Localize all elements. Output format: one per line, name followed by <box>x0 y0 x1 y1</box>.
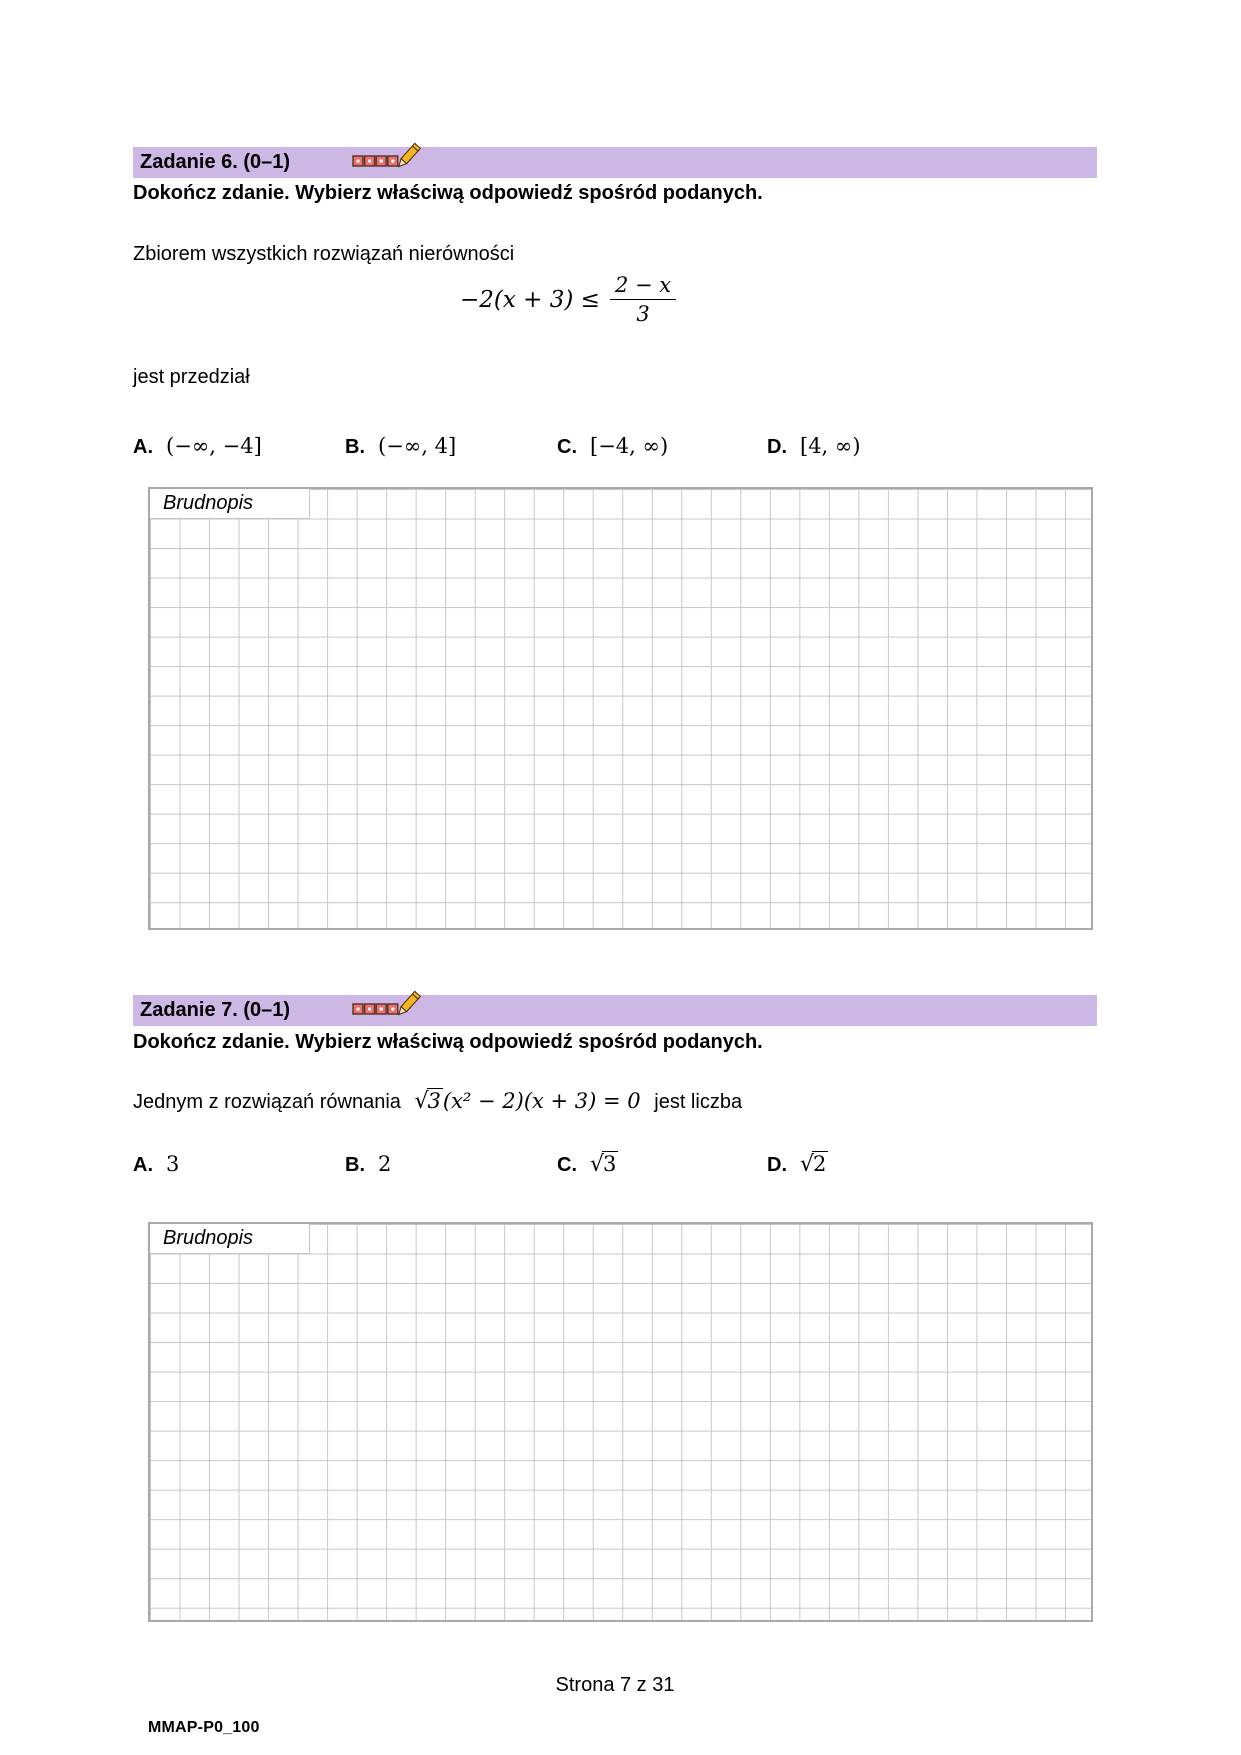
option-letter: D. <box>767 436 787 458</box>
task6-inequality <box>460 272 676 328</box>
option-a <box>133 434 262 459</box>
option-c <box>557 434 668 459</box>
option-value: [−4, ∞) <box>590 434 669 458</box>
option-d <box>767 1152 828 1177</box>
option-value: [4, ∞) <box>800 434 861 458</box>
task6-instruction: Dokończ zdanie. Wybierz właściwą odpowiedź spośród podanych. <box>133 182 763 204</box>
answer-strip-icon <box>353 1004 398 1014</box>
task6-scratchpad-grid <box>148 487 1093 930</box>
task7-scratchpad-grid <box>148 1222 1093 1622</box>
option-value-sqrt: √2 <box>800 1152 827 1177</box>
task7-equation <box>414 1089 640 1113</box>
task7-outro: jest liczba <box>654 1091 743 1113</box>
answer-strip-icon <box>353 156 398 166</box>
page-number: Strona 7 z 31 <box>555 1674 675 1696</box>
task7-header-bar <box>133 995 1097 1026</box>
option-a <box>133 1152 179 1177</box>
pencil-icon <box>396 143 420 169</box>
option-letter: A. <box>133 436 153 458</box>
task7-options <box>133 1152 1097 1184</box>
option-value: (−∞, 4] <box>378 434 457 458</box>
option-letter: C. <box>557 436 577 458</box>
option-value: 2 <box>378 1152 392 1176</box>
scratchpad-label: Brudnopis <box>150 489 310 519</box>
sqrt-expression: √3 <box>414 1089 441 1114</box>
option-value: (−∞, −4] <box>166 434 262 458</box>
fraction <box>610 272 676 328</box>
option-letter: A. <box>133 1154 153 1176</box>
option-d <box>767 434 861 459</box>
task6-options <box>133 434 1097 466</box>
pencil-icon <box>396 991 420 1017</box>
inequality-lhs: −2(x + 3) ≤ <box>460 286 600 313</box>
task6-intro: Zbiorem wszystkich rozwiązań nierówności <box>133 243 515 265</box>
option-letter: B. <box>345 1154 365 1176</box>
option-value: 3 <box>166 1152 180 1176</box>
option-value-sqrt: √3 <box>590 1152 617 1177</box>
task7-intro: Jednym z rozwiązań równania <box>133 1091 401 1113</box>
option-letter: D. <box>767 1154 787 1176</box>
option-letter: B. <box>345 436 365 458</box>
task7-equation-line <box>133 1089 742 1114</box>
task6-header-bar <box>133 147 1097 178</box>
task6-title: Zadanie 6. (0–1) <box>140 151 291 173</box>
option-b <box>345 434 456 459</box>
equation-rest: (x² − 2)(x + 3) = 0 <box>442 1089 641 1113</box>
task6-outro: jest przedział <box>133 366 250 388</box>
option-c <box>557 1152 618 1177</box>
exam-sheet-code: MMAP-P0_100 <box>148 1719 260 1736</box>
scratchpad-label: Brudnopis <box>150 1224 310 1254</box>
answer-strip-pencil-icon <box>351 135 431 180</box>
task7-instruction: Dokończ zdanie. Wybierz właściwą odpowiedź spośród podanych. <box>133 1031 763 1053</box>
answer-strip-pencil-icon <box>351 983 431 1028</box>
option-b <box>345 1152 391 1177</box>
option-letter: C. <box>557 1154 577 1176</box>
task7-title: Zadanie 7. (0–1) <box>140 999 291 1021</box>
fraction-denominator: 3 <box>636 302 650 327</box>
fraction-numerator: 2 − x <box>610 272 676 300</box>
